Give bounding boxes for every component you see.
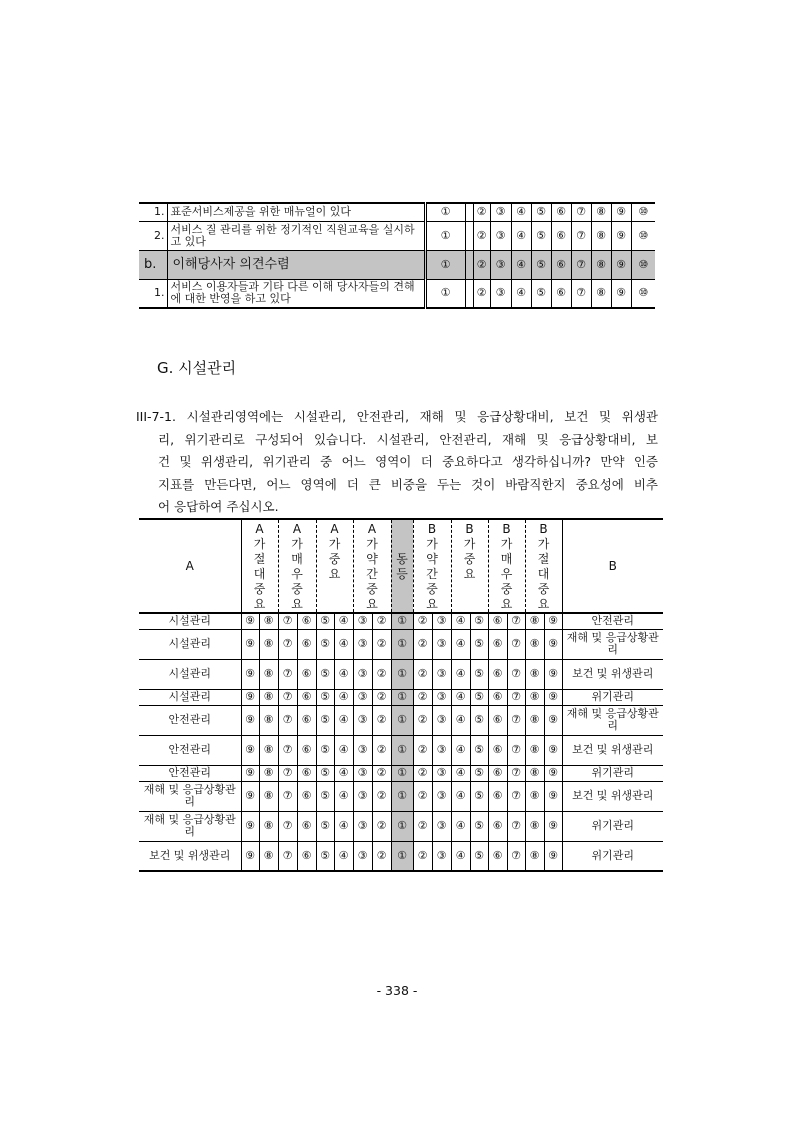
item-a: 안전관리 [139,705,241,735]
comparison-option[interactable]: ⑨ [241,811,259,841]
comparison-option[interactable]: ⑤ [470,781,488,811]
comparison-option[interactable]: ② [372,705,391,735]
rating-option[interactable]: ⑧ [591,250,611,279]
item-a: 시설관리 [139,659,241,689]
comparison-option[interactable]: ⑧ [259,659,278,689]
item-a: 안전관리 [139,765,241,781]
comparison-option[interactable]: ③ [353,629,372,659]
comparison-option[interactable]: ⑤ [316,841,334,871]
comparison-option[interactable]: ② [413,781,432,811]
rating-option[interactable]: ⑦ [571,221,591,250]
comparison-option[interactable]: ⑨ [544,629,562,659]
item-a: 보건 및 위생관리 [139,841,241,871]
rating-option[interactable]: ⑥ [551,203,571,221]
question-line-2: 리, 위기관리로 구성되어 있습니다. 시설관리, 안전관리, 재해 및 응급상황대비, 보 [158,431,658,447]
comparison-option[interactable]: ⑧ [259,735,278,765]
item-b: 재해 및 응급상황관리 [562,705,663,735]
comparison-option[interactable]: ② [372,781,391,811]
comparison-option[interactable]: ③ [353,841,372,871]
comparison-option[interactable]: ③ [432,659,451,689]
comparison-option[interactable]: ⑤ [316,613,334,629]
comparison-option[interactable]: ① [391,689,413,705]
comparison-option[interactable]: ⑧ [525,841,544,871]
item-a: 시설관리 [139,629,241,659]
comparison-option[interactable]: ⑤ [470,659,488,689]
comparison-option[interactable]: ⑤ [316,705,334,735]
comparison-option[interactable]: ① [391,811,413,841]
item-text: 서비스 질 관리를 위한 정기적인 직원교육을 실시하고 있다 [167,221,425,250]
header-b: B [562,519,663,613]
rating-option[interactable]: ① [425,279,465,308]
rating-option[interactable]: ⑥ [551,279,571,308]
rating-option[interactable]: ⑥ [551,221,571,250]
comparison-option[interactable]: ③ [432,735,451,765]
rating-option[interactable]: ⑩ [631,203,655,221]
item-b: 보건 및 위생관리 [562,659,663,689]
comparison-option[interactable]: ⑧ [525,781,544,811]
item-number: 2. [139,221,167,250]
comparison-option[interactable]: ⑤ [470,689,488,705]
comparison-option[interactable]: ⑨ [241,689,259,705]
comparison-row [139,765,663,781]
comparison-option[interactable]: ⑨ [241,705,259,735]
comparison-option[interactable]: ② [372,811,391,841]
comparison-option[interactable]: ⑨ [241,765,259,781]
item-b: 위기관리 [562,841,663,871]
header-a: A [139,519,241,613]
header-scale-column: A 가 절 대 중 요 [241,519,278,613]
comparison-option[interactable]: ② [372,629,391,659]
header-scale-column: A 가 중 요 [316,519,353,613]
comparison-option[interactable]: ② [413,811,432,841]
rating-option[interactable]: ② [473,250,490,279]
comparison-option[interactable]: ⑦ [278,689,297,705]
spacer-cell [465,279,473,308]
header-scale-column: B 가 약 간 중 요 [413,519,451,613]
comparison-option[interactable]: ④ [334,841,353,871]
comparison-option[interactable]: ⑥ [488,689,507,705]
comparison-option[interactable]: ⑦ [507,659,525,689]
comparison-option[interactable]: ② [413,841,432,871]
comparison-option[interactable]: ⑦ [278,613,297,629]
comparison-option[interactable]: ⑨ [544,735,562,765]
header-scale-column: B 가 절 대 중 요 [525,519,562,613]
comparison-option[interactable]: ⑨ [544,811,562,841]
comparison-option[interactable]: ② [372,659,391,689]
item-a: 안전관리 [139,735,241,765]
rating-row [139,203,683,221]
comparison-option[interactable]: ⑥ [297,841,316,871]
question-line-1-text: 시설관리영역에는 시설관리, 안전관리, 재해 및 응급상황대비, 보건 및 위생관 [186,409,658,424]
rating-option[interactable]: ⑤ [531,250,551,279]
comparison-option[interactable]: ⑤ [470,629,488,659]
rating-option[interactable]: ⑩ [631,250,655,279]
comparison-option[interactable]: ③ [353,735,372,765]
rating-option[interactable]: ⑨ [611,221,631,250]
rating-option[interactable]: ⑦ [571,250,591,279]
comparison-option[interactable]: ③ [353,659,372,689]
comparison-option[interactable]: ④ [334,629,353,659]
question-line-5: 어 응답하여 주십시오. [158,499,279,514]
comparison-row [139,629,663,659]
comparison-option[interactable]: ② [372,613,391,629]
rating-option[interactable]: ⑨ [611,279,631,308]
comparison-option[interactable]: ⑦ [507,629,525,659]
rating-option[interactable]: ① [425,203,465,221]
rating-option[interactable]: ⑧ [591,279,611,308]
rating-option[interactable]: ② [473,279,490,308]
comparison-option[interactable]: ③ [353,705,372,735]
comparison-option[interactable]: ⑥ [297,629,316,659]
comparison-option[interactable]: ③ [353,613,372,629]
comparison-option[interactable]: ④ [334,735,353,765]
question-line-1 [136,406,658,429]
comparison-option[interactable]: ② [413,689,432,705]
comparison-option[interactable]: ⑦ [507,735,525,765]
rating-option[interactable]: ⑦ [571,203,591,221]
comparison-option[interactable]: ② [413,765,432,781]
comparison-option[interactable]: ⑧ [525,765,544,781]
comparison-option[interactable]: ⑨ [544,613,562,629]
item-a: 재해 및 응급상황관리 [139,781,241,811]
comparison-option[interactable]: ③ [432,689,451,705]
comparison-option[interactable]: ⑥ [488,659,507,689]
rating-option[interactable]: ⑦ [571,279,591,308]
comparison-option[interactable]: ⑧ [259,705,278,735]
item-text: 이해당사자 의견수렴 [167,250,425,279]
comparison-option[interactable]: ④ [451,841,470,871]
comparison-option[interactable]: ⑤ [316,659,334,689]
comparison-option[interactable]: ⑨ [241,781,259,811]
comparison-option[interactable]: ⑥ [488,735,507,765]
comparison-option[interactable]: ⑤ [316,689,334,705]
comparison-option[interactable]: ⑧ [259,781,278,811]
comparison-option[interactable]: ⑧ [525,613,544,629]
comparison-option[interactable]: ① [391,765,413,781]
comparison-row [139,613,663,629]
comparison-option[interactable]: ⑤ [316,781,334,811]
comparison-option[interactable]: ⑤ [470,841,488,871]
comparison-option[interactable]: ⑧ [525,689,544,705]
comparison-option[interactable]: ⑧ [259,765,278,781]
rating-option[interactable]: ① [425,221,465,250]
rating-option[interactable]: ④ [511,203,531,221]
comparison-option[interactable]: ① [391,705,413,735]
comparison-option[interactable]: ⑥ [297,613,316,629]
question-line-4: 지표를 만든다면, 어느 영역에 더 큰 비중을 두는 것이 바람직한지 중요성에 비추 [158,476,658,492]
comparison-option[interactable]: ⑦ [507,613,525,629]
comparison-option[interactable]: ⑤ [316,629,334,659]
comparison-option[interactable]: ⑥ [297,765,316,781]
comparison-table [139,518,663,872]
comparison-option[interactable]: ③ [432,613,451,629]
spacer-cell [465,221,473,250]
comparison-row [139,841,663,871]
comparison-option[interactable]: ⑥ [488,705,507,735]
comparison-option[interactable]: ⑧ [259,841,278,871]
comparison-option[interactable]: ⑧ [525,629,544,659]
comparison-option[interactable]: ④ [451,659,470,689]
item-b: 보건 및 위생관리 [562,735,663,765]
section-heading: G. 시설관리 [157,359,237,377]
rating-option[interactable]: ③ [490,250,511,279]
comparison-option[interactable]: ⑧ [259,613,278,629]
comparison-option[interactable]: ⑦ [278,765,297,781]
rating-option[interactable]: ⑧ [591,203,611,221]
comparison-option[interactable]: ⑦ [278,841,297,871]
rating-option[interactable]: ⑤ [531,279,551,308]
rating-option[interactable]: ② [473,203,490,221]
comparison-option[interactable]: ⑦ [507,781,525,811]
comparison-option[interactable]: ② [372,765,391,781]
comparison-option[interactable]: ③ [353,781,372,811]
comparison-option[interactable]: ③ [432,629,451,659]
comparison-option[interactable]: ⑦ [278,781,297,811]
comparison-option[interactable]: ⑤ [470,811,488,841]
item-text: 표준서비스제공을 위한 매뉴얼이 있다 [167,203,425,221]
comparison-option[interactable]: ⑧ [259,689,278,705]
comparison-option[interactable]: ⑥ [297,705,316,735]
comparison-option[interactable]: ① [391,629,413,659]
item-a: 시설관리 [139,613,241,629]
comparison-option[interactable]: ④ [334,659,353,689]
comparison-option[interactable]: ⑦ [507,811,525,841]
comparison-row [139,781,663,811]
comparison-option[interactable]: ⑥ [488,841,507,871]
comparison-option[interactable]: ① [391,613,413,629]
rating-option[interactable]: ④ [511,250,531,279]
comparison-option[interactable]: ① [391,841,413,871]
rating-row [139,221,683,250]
rating-option[interactable]: ③ [490,203,511,221]
comparison-row [139,659,663,689]
item-a: 재해 및 응급상황관리 [139,811,241,841]
comparison-row [139,811,663,841]
comparison-option[interactable]: ⑥ [297,811,316,841]
item-b: 재해 및 응급상황관리 [562,629,663,659]
comparison-option[interactable]: ⑨ [544,841,562,871]
comparison-option[interactable]: ④ [334,765,353,781]
subsection-row [139,250,683,279]
header-equal: 동 등 [391,519,413,613]
question-line-3: 건 및 위생관리, 위기관리 중 어느 영역이 더 중요하다고 생각하십니까? 만약 인증 [158,454,658,469]
comparison-option[interactable]: ⑨ [241,659,259,689]
comparison-option[interactable]: ⑤ [316,811,334,841]
rating-option[interactable]: ⑨ [611,203,631,221]
comparison-option[interactable]: ④ [451,735,470,765]
header-scale-column: B 가 중 요 [451,519,488,613]
item-b: 위기관리 [562,811,663,841]
comparison-option[interactable]: ① [391,659,413,689]
header-scale-column: A 가 약 간 중 요 [353,519,391,613]
comparison-option[interactable]: ⑥ [488,613,507,629]
comparison-option[interactable]: ④ [334,781,353,811]
comparison-option[interactable]: ③ [432,765,451,781]
comparison-option[interactable]: ② [372,689,391,705]
comparison-option[interactable]: ③ [432,841,451,871]
comparison-option[interactable]: ② [413,659,432,689]
comparison-option[interactable]: ③ [432,811,451,841]
rating-option[interactable]: ⑤ [531,221,551,250]
comparison-option[interactable]: ⑨ [241,735,259,765]
comparison-option[interactable]: ① [391,735,413,765]
item-number: b. [139,250,167,279]
comparison-option[interactable]: ⑦ [507,705,525,735]
comparison-option[interactable]: ④ [334,613,353,629]
comparison-option[interactable]: ⑥ [297,659,316,689]
comparison-option[interactable]: ③ [353,689,372,705]
comparison-option[interactable]: ⑨ [241,841,259,871]
comparison-option[interactable]: ⑤ [470,705,488,735]
rating-option[interactable]: ⑩ [631,221,655,250]
comparison-option[interactable]: ④ [451,765,470,781]
comparison-option[interactable]: ② [413,735,432,765]
comparison-option[interactable]: ⑦ [278,735,297,765]
comparison-option[interactable]: ⑦ [278,659,297,689]
rating-option[interactable]: ⑤ [531,203,551,221]
comparison-option[interactable]: ④ [451,629,470,659]
header-scale-column: A 가 매 우 중 요 [278,519,316,613]
comparison-option[interactable]: ⑨ [241,629,259,659]
comparison-option[interactable]: ⑨ [544,689,562,705]
comparison-option[interactable]: ⑥ [488,811,507,841]
comparison-option[interactable]: ④ [334,811,353,841]
rating-option[interactable]: ② [473,221,490,250]
comparison-option[interactable]: ⑤ [470,613,488,629]
comparison-option[interactable]: ④ [334,705,353,735]
comparison-option[interactable]: ④ [451,811,470,841]
rating-row [139,279,683,308]
comparison-option[interactable]: ⑧ [525,735,544,765]
comparison-option[interactable]: ⑥ [488,781,507,811]
comparison-option[interactable]: ⑥ [297,781,316,811]
spacer-cell [465,250,473,279]
comparison-option[interactable]: ⑧ [525,705,544,735]
header-scale-column: B 가 매 우 중 요 [488,519,525,613]
comparison-option[interactable]: ⑧ [259,811,278,841]
header-row [139,519,663,613]
comparison-option[interactable]: ⑨ [544,705,562,735]
question-text [136,406,658,519]
rating-table [139,202,683,309]
comparison-option[interactable]: ⑧ [525,659,544,689]
rating-option[interactable]: ③ [490,221,511,250]
comparison-option[interactable]: ⑧ [259,629,278,659]
comparison-option[interactable]: ② [413,629,432,659]
comparison-option[interactable]: ② [372,735,391,765]
comparison-option[interactable]: ④ [451,613,470,629]
item-b: 위기관리 [562,689,663,705]
rating-option[interactable]: ⑧ [591,221,611,250]
item-a: 시설관리 [139,689,241,705]
item-b: 보건 및 위생관리 [562,781,663,811]
comparison-option[interactable]: ③ [432,781,451,811]
comparison-option[interactable]: ④ [451,705,470,735]
comparison-option[interactable]: ⑦ [507,841,525,871]
comparison-row [139,689,663,705]
comparison-option[interactable]: ⑥ [488,765,507,781]
item-text: 서비스 이용자들과 기타 다른 이해 당사자들의 견해에 대한 반영을 하고 있다 [167,279,425,308]
comparison-option[interactable]: ⑨ [544,659,562,689]
comparison-option[interactable]: ⑨ [544,781,562,811]
rating-option[interactable]: ⑨ [611,250,631,279]
spacer-cell [465,203,473,221]
comparison-option[interactable]: ⑤ [316,765,334,781]
comparison-option[interactable]: ⑥ [297,735,316,765]
comparison-option[interactable]: ③ [353,765,372,781]
comparison-option[interactable]: ② [372,841,391,871]
comparison-option[interactable]: ⑦ [278,629,297,659]
comparison-option[interactable]: ⑨ [241,613,259,629]
comparison-option[interactable]: ③ [432,705,451,735]
comparison-option[interactable]: ⑤ [470,765,488,781]
comparison-option[interactable]: ⑦ [278,705,297,735]
item-number: 1. [139,279,167,308]
rating-option[interactable]: ① [425,250,465,279]
comparison-option[interactable]: ⑤ [470,735,488,765]
comparison-option[interactable]: ② [413,613,432,629]
item-b: 위기관리 [562,765,663,781]
rating-option[interactable]: ③ [490,279,511,308]
rating-option[interactable]: ⑩ [631,279,655,308]
comparison-option[interactable]: ⑤ [316,735,334,765]
item-b: 안전관리 [562,613,663,629]
comparison-option[interactable]: ⑦ [507,765,525,781]
comparison-option[interactable]: ⑥ [488,629,507,659]
comparison-option[interactable]: ④ [334,689,353,705]
rating-option[interactable]: ④ [511,279,531,308]
comparison-row [139,705,663,735]
rating-option[interactable]: ⑥ [551,250,571,279]
comparison-option[interactable]: ⑨ [544,765,562,781]
comparison-option[interactable]: ① [391,781,413,811]
comparison-option[interactable]: ③ [353,811,372,841]
comparison-option[interactable]: ⑧ [525,811,544,841]
rating-option[interactable]: ④ [511,221,531,250]
comparison-row [139,735,663,765]
page-number: - 338 - [376,983,418,998]
question-number: III-7-1. [136,409,176,424]
comparison-option[interactable]: ⑦ [507,689,525,705]
comparison-option[interactable]: ④ [451,781,470,811]
comparison-option[interactable]: ⑦ [278,811,297,841]
comparison-option[interactable]: ⑥ [297,689,316,705]
item-number: 1. [139,203,167,221]
comparison-option[interactable]: ② [413,705,432,735]
comparison-option[interactable]: ④ [451,689,470,705]
